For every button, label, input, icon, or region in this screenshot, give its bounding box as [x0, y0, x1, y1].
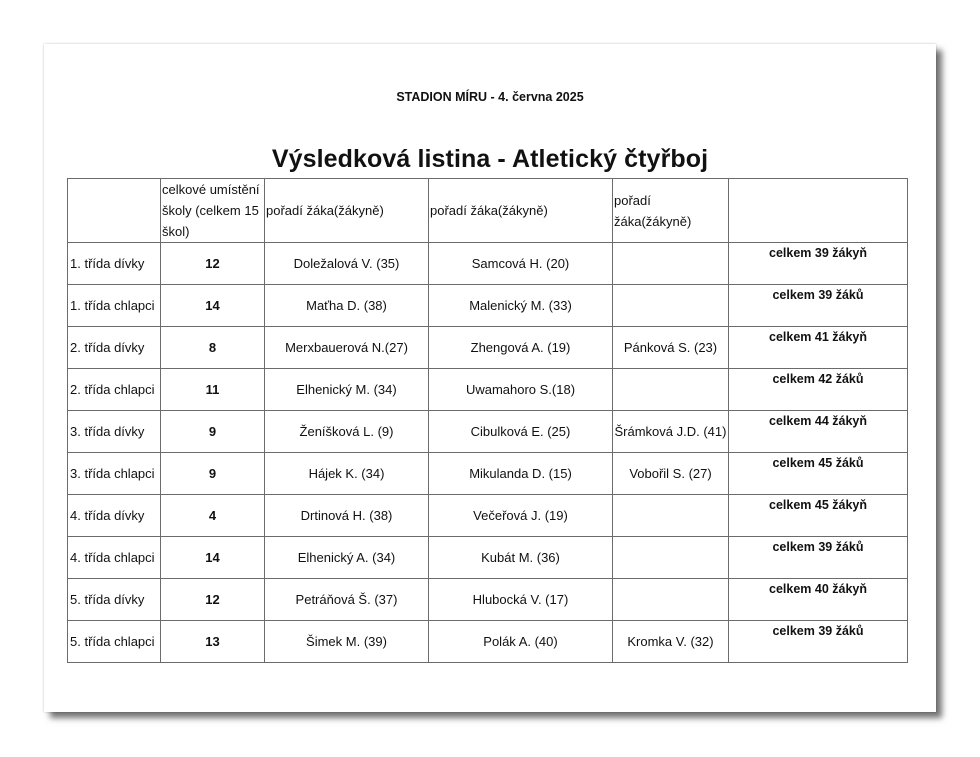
student-2-cell: Cibulková E. (25) [429, 411, 613, 453]
total-cell: celkem 40 žákyň [729, 579, 908, 621]
table-row [68, 369, 908, 411]
student-1-cell: Maťha D. (38) [265, 285, 429, 327]
class-cell: 3. třída chlapci [68, 453, 161, 495]
total-cell: celkem 45 žáků [729, 453, 908, 495]
school-rank-cell: 12 [161, 579, 265, 621]
student-3-cell: Kromka V. (32) [613, 621, 729, 663]
venue-date-heading: STADION MÍRU - 4. června 2025 [396, 90, 584, 104]
class-cell: 5. třída dívky [68, 579, 161, 621]
total-cell: celkem 39 žáků [729, 285, 908, 327]
table-row [68, 243, 908, 285]
total-cell: celkem 39 žáků [729, 537, 908, 579]
document-page [44, 44, 936, 712]
student-1-cell: Drtinová H. (38) [265, 495, 429, 537]
table-row [68, 453, 908, 495]
student-3-cell [613, 579, 729, 621]
results-table [67, 178, 908, 663]
class-cell: 1. třída dívky [68, 243, 161, 285]
school-rank-cell: 9 [161, 453, 265, 495]
header-cell-class [68, 179, 161, 243]
student-2-cell: Uwamahoro S.(18) [429, 369, 613, 411]
school-rank-cell: 14 [161, 537, 265, 579]
student-2-cell: Mikulanda D. (15) [429, 453, 613, 495]
student-3-cell [613, 369, 729, 411]
student-1-cell: Merxbauerová N.(27) [265, 327, 429, 369]
school-rank-cell: 12 [161, 243, 265, 285]
total-cell: celkem 45 žákyň [729, 495, 908, 537]
student-2-cell: Polák A. (40) [429, 621, 613, 663]
student-2-cell: Samcová H. (20) [429, 243, 613, 285]
student-2-cell: Kubát M. (36) [429, 537, 613, 579]
table-header-row [68, 179, 908, 243]
student-1-cell: Šimek M. (39) [265, 621, 429, 663]
student-1-cell: Doležalová V. (35) [265, 243, 429, 285]
total-cell: celkem 41 žákyň [729, 327, 908, 369]
table-row [68, 411, 908, 453]
school-rank-cell: 14 [161, 285, 265, 327]
class-cell: 4. třída dívky [68, 495, 161, 537]
student-2-cell: Zhengová A. (19) [429, 327, 613, 369]
student-1-cell: Ženíšková L. (9) [265, 411, 429, 453]
header-cell-total [729, 179, 908, 243]
school-rank-cell: 4 [161, 495, 265, 537]
class-cell: 3. třída dívky [68, 411, 161, 453]
class-cell: 5. třída chlapci [68, 621, 161, 663]
page-title: Výsledková listina - Atletický čtyřboj [271, 145, 709, 173]
student-1-cell: Petráňová Š. (37) [265, 579, 429, 621]
student-3-cell [613, 285, 729, 327]
header-cell-school-rank: celkové umístění školy (celkem 15 škol) [161, 179, 265, 243]
header-cell-student-3: pořadí žáka(žákyně) [613, 179, 729, 243]
table-row [68, 579, 908, 621]
student-2-cell: Malenický M. (33) [429, 285, 613, 327]
student-3-cell [613, 495, 729, 537]
school-rank-cell: 8 [161, 327, 265, 369]
student-1-cell: Elhenický M. (34) [265, 369, 429, 411]
total-cell: celkem 44 žákyň [729, 411, 908, 453]
table-row [68, 621, 908, 663]
school-rank-cell: 13 [161, 621, 265, 663]
class-cell: 1. třída chlapci [68, 285, 161, 327]
student-3-cell: Šrámková J.D. (41) [613, 411, 729, 453]
header-cell-student-1: pořadí žáka(žákyně) [265, 179, 429, 243]
student-3-cell: Pánková S. (23) [613, 327, 729, 369]
total-cell: celkem 39 žáků [729, 621, 908, 663]
header-cell-student-2: pořadí žáka(žákyně) [429, 179, 613, 243]
table-row [68, 495, 908, 537]
total-cell: celkem 42 žáků [729, 369, 908, 411]
student-3-cell [613, 537, 729, 579]
student-1-cell: Elhenický A. (34) [265, 537, 429, 579]
class-cell: 4. třída chlapci [68, 537, 161, 579]
class-cell: 2. třída chlapci [68, 369, 161, 411]
student-3-cell: Vobořil S. (27) [613, 453, 729, 495]
student-2-cell: Hlubocká V. (17) [429, 579, 613, 621]
school-rank-cell: 11 [161, 369, 265, 411]
student-3-cell [613, 243, 729, 285]
student-1-cell: Hájek K. (34) [265, 453, 429, 495]
student-2-cell: Večeřová J. (19) [429, 495, 613, 537]
school-rank-cell: 9 [161, 411, 265, 453]
table-row [68, 327, 908, 369]
table-row [68, 537, 908, 579]
class-cell: 2. třída dívky [68, 327, 161, 369]
total-cell: celkem 39 žákyň [729, 243, 908, 285]
table-row [68, 285, 908, 327]
